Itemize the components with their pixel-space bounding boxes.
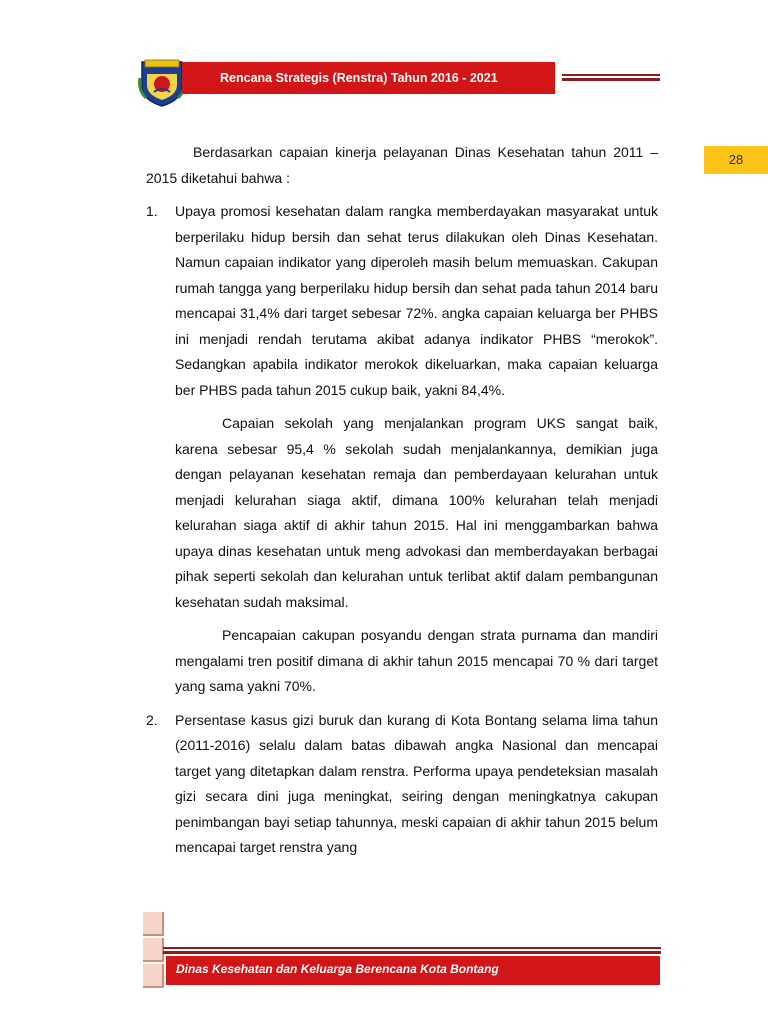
paragraph: Pencapaian cakupan posyandu dengan strata purnama dan mandiri mengalami tren positif dimana di akhir tahun 2015 mencapai 70 % dari target yang sama yakni 70%. [175,627,658,694]
footer-decoration [143,912,163,990]
document-body [146,140,658,861]
kota-bontang-emblem-icon [136,56,188,108]
intro-paragraph: Berdasarkan capaian kinerja pelayanan Dinas Kesehatan tahun 2011 – 2015 diketahui bahwa : [146,144,658,186]
list-item [146,199,658,700]
list-item-number: 2. [146,711,158,728]
footer-rule [163,947,661,955]
paragraph: Upaya promosi kesehatan dalam rangka memberdayakan masyarakat untuk berperilaku hidup bersih dan sehat terus dilakukan oleh Dinas Kesehatan. Namun capaian indikator yang diperoleh masih belum memuaskan. Cakupan rumah tangga yang berperilaku hidup bersih dan sehat pada tahun 2014 baru mencapai 31,4% dari target sebesar 72%. angka capaian keluarga ber PHBS ini menjadi rendah terutama akibat adanya indikator PHBS “merokok”. Sedangkan apabila indikator merokok dikeluarkan, maka capaian keluarga ber PHBS pada tahun 2015 cukup baik, yakni 84,4%. [175,203,658,398]
list-item [146,708,658,861]
footer-bar [166,956,660,985]
list-item-number: 1. [146,203,158,219]
footer-text: Dinas Kesehatan dan Keluarga Berencana Kota Bontang [176,962,499,976]
page-number: 28 [704,146,768,174]
paragraph: Capaian sekolah yang menjalankan program UKS sangat baik, karena sebesar 95,4 % sekolah sudah menjalankannya, demikian juga dengan pelayanan kesehatan remaja dan pemberdayaan kelurahan untuk menjadi kelurahan siaga aktif, dimana 100% kelurahan telah menjadi kelurahan siaga aktif di akhir tahun 2015. Hal ini menggambarkan bahwa upaya dinas kesehatan untuk meng advokasi dan memberdayakan berbagai pihak seperti sekolah dan kelurahan untuk terlibat aktif dalam pembangunan kesehatan sudah maksimal. [175,415,658,610]
header-rule [562,74,660,82]
paragraph: Persentase kasus gizi buruk dan kurang di Kota Bontang selama lima tahun (2011-2016) selalu dalam batas dibawah angka Nasional dan mencapai target yang ditetapkan dalam renstra. Performa upaya pendeteksian masalah gizi secara dini juga meningkat, seiring dengan meningkatnya cakupan penimbangan bayi setiap tahunnya, meski capaian di akhir tahun 2015 belum mencapai target renstra yang [175,711,658,855]
header-logo [136,56,188,108]
header-title-bar [182,62,555,94]
header-title: Rencana Strategis (Renstra) Tahun 2016 - 2021 [220,71,498,85]
